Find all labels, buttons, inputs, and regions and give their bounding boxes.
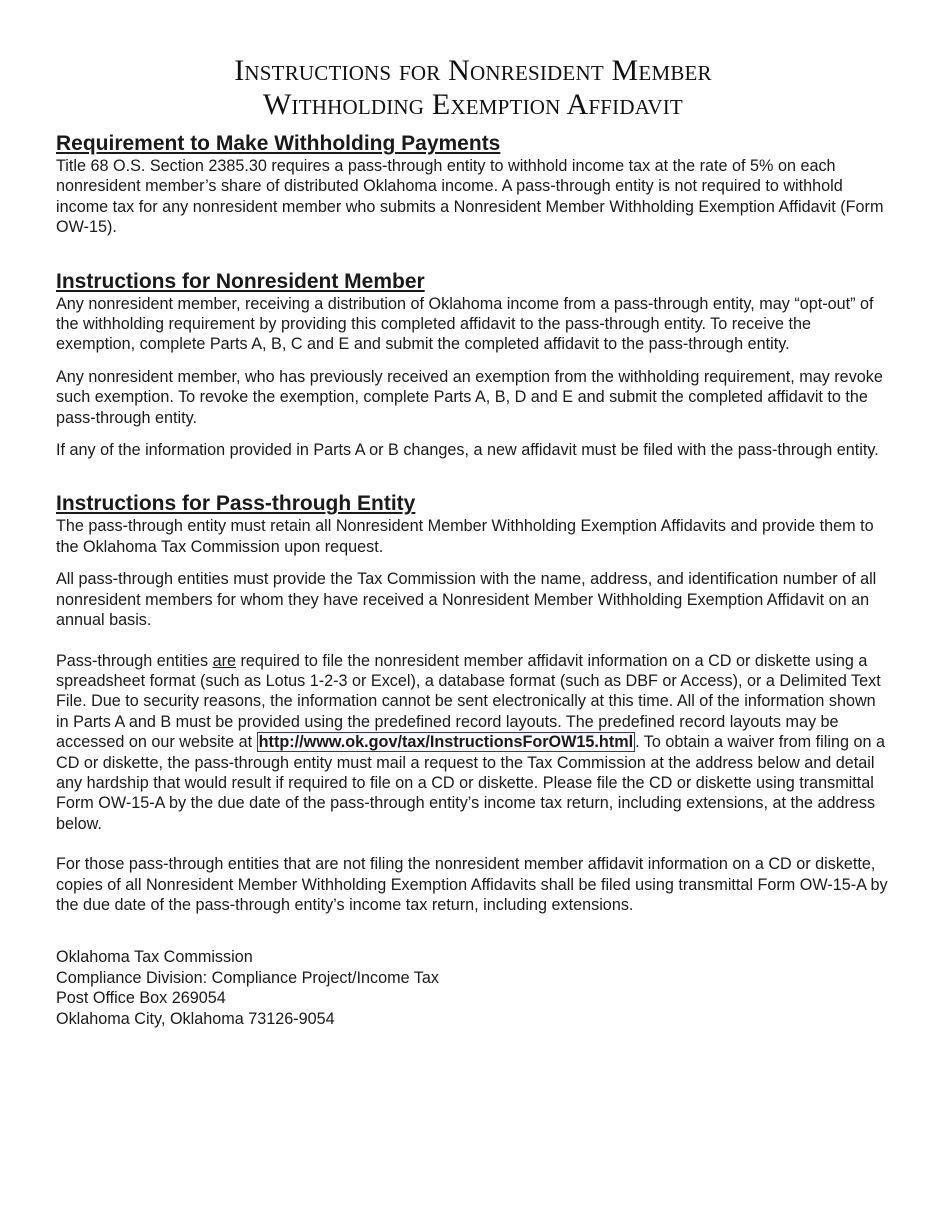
text-run: Pass-through entities xyxy=(56,651,213,670)
address-line: Post Office Box 269054 xyxy=(56,989,226,1008)
section-withholding-requirement xyxy=(56,132,890,238)
paragraph xyxy=(56,651,890,835)
document-page xyxy=(56,54,890,1029)
instructions-link[interactable]: http://www.ok.gov/tax/InstructionsForOW15.html xyxy=(258,733,634,752)
section-pass-through-entity xyxy=(56,492,890,915)
paragraph: The pass-through entity must retain all Nonresident Member Withholding Exemption Affidavits and provide them to the Oklahoma Tax Commission upon request. xyxy=(56,517,874,556)
section-heading-pass-through-entity: Instructions for Pass-through Entity xyxy=(56,492,416,516)
paragraph: For those pass-through entities that are not filing the nonresident member affidavit information on a CD or diskette, copies of all Nonresident Member Withholding Exemption Affidavits shall be filed using transmittal Form OW-15-A by the due date of the pass-through entity’s income tax return, including extensions. xyxy=(56,855,888,914)
section-heading-nonresident-member: Instructions for Nonresident Member xyxy=(56,269,425,293)
text-run: . To obtain a waiver from filing on a CD or diskette, the pass-through entity must mail a request to the Tax Commission at the address below and detail any hardship that would result if required to file on a CD or diskette. Please file the CD or diskette using transmittal Form OW-15-A by the due date of the pass-through entity’s income tax return, including extensions, at the address below. xyxy=(56,733,885,833)
paragraph: Any nonresident member, who has previously received an exemption from the withholding requirement, may revoke such exemption. To revoke the exemption, complete Parts A, B, D and E and submit the completed affidavit to the pass-through entity. xyxy=(56,367,883,427)
title-line-1: Instructions for Nonresident Member xyxy=(234,54,712,87)
address-line: Oklahoma City, Oklahoma 73126-9054 xyxy=(56,1009,335,1028)
address-line: Oklahoma Tax Commission xyxy=(56,948,253,967)
section-heading-withholding-requirement: Requirement to Make Withholding Payments xyxy=(56,132,501,155)
paragraph: All pass-through entities must provide the Tax Commission with the name, address, and identification number of all nonresident members for whom they have received a Nonresident Member Withholding Exemption Affidavit on an annual basis. xyxy=(56,570,877,630)
paragraph: Title 68 O.S. Section 2385.30 requires a pass-through entity to withhold income tax at the rate of 5% on each nonresident member’s share of distributed Oklahoma income. A pass-through entity is not required to withhold income tax for any nonresident member who submits a Nonresident Member Withholding Exemption Affidavit (Form OW-15). xyxy=(56,157,884,237)
section-nonresident-member xyxy=(56,270,890,461)
address-line: Compliance Division: Compliance Project/Income Tax xyxy=(56,968,439,987)
paragraph: Any nonresident member, receiving a distribution of Oklahoma income from a pass-through entity, may “opt-out” of the withholding requirement by providing this completed affidavit to the pass-through entity. To receive the exemption, complete Parts A, B, C and E and submit the completed affidavit to the pass-through entity. xyxy=(56,294,874,354)
text-run: required to file the nonresident member affidavit information on a CD or diskette using a spreadsheet format (such as Lotus 1-2-3 or Excel), a database format (such as DBF or Access), or a Delimited Text File. Due to security reasons, the information cannot be sent electronically at this time. All of the information shown in Parts A and B must be provided using the predefined record layouts. The predefined record layouts may be accessed on our website at xyxy=(56,651,881,752)
title-line-2: Withholding Exemption Affidavit xyxy=(263,88,683,121)
page-title xyxy=(56,54,890,122)
mailing-address xyxy=(56,947,890,1029)
paragraph: If any of the information provided in Parts A or B changes, a new affidavit must be filed with the pass-through entity. xyxy=(56,441,879,460)
emphasis-are: are xyxy=(212,651,236,670)
